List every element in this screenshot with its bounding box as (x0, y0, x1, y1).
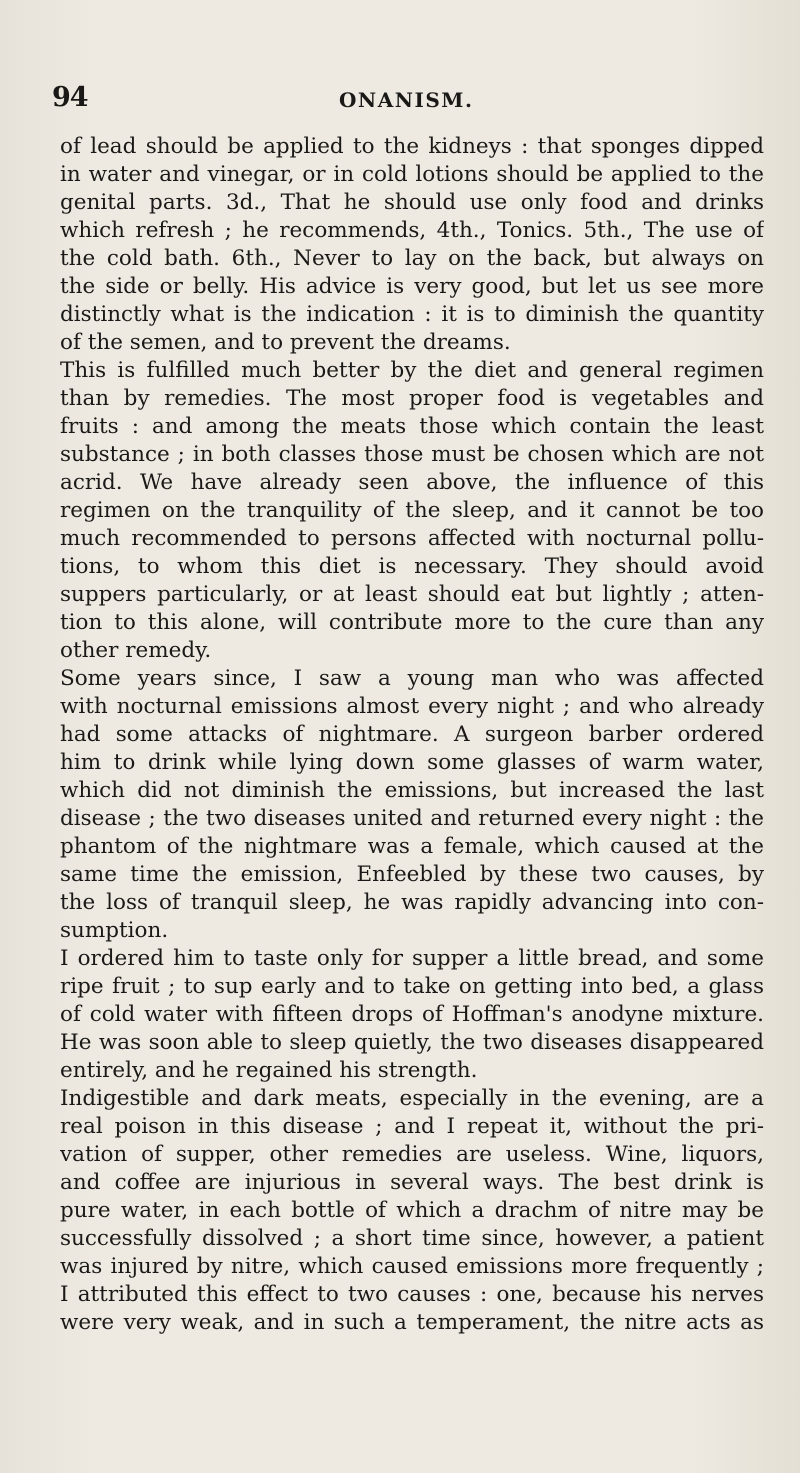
text-line: real poison in this disease ; and I repeat it, without the pri- (60, 1114, 764, 1139)
text-line: in water and vinegar, or in cold lotions should be applied to the (60, 162, 764, 187)
text-line: had some attacks of nightmare. A surgeon barber ordered (60, 722, 764, 747)
text-line: the side or belly. His advice is very good, but let us see more (60, 274, 764, 299)
text-line: tions, to whom this diet is necessary. They should avoid (60, 554, 764, 579)
page-header (52, 82, 772, 118)
text-line: He was soon able to sleep quietly, the two diseases disappeared (60, 1030, 764, 1055)
text-line: with nocturnal emissions almost every night ; and who already (60, 694, 764, 719)
text-line: pure water, in each bottle of which a drachm of nitre may be (60, 1198, 764, 1223)
text-line: sumption. (60, 918, 169, 943)
text-line: Indigestible and dark meats, especially in the evening, are a (60, 1086, 764, 1111)
text-line: of the semen, and to prevent the dreams. (60, 330, 511, 355)
text-line: entirely, and he regained his strength. (60, 1058, 478, 1083)
text-line: distinctly what is the indication : it is to diminish the quantity (60, 302, 764, 327)
text-line: Some years since, I saw a young man who was affected (60, 666, 764, 691)
text-line: I attributed this effect to two causes : one, because his nerves (60, 1282, 764, 1307)
text-line: other remedy. (60, 638, 212, 663)
text-line: tion to this alone, will contribute more to the cure than any (60, 610, 764, 635)
text-line: regimen on the tranquility of the sleep, and it cannot be too (60, 498, 764, 523)
body-text (60, 133, 764, 1337)
text-line: This is fulfilled much better by the diet and general regimen (60, 358, 764, 383)
text-line: genital parts. 3d., That he should use only food and drinks (60, 190, 764, 215)
text-line: successfully dissolved ; a short time since, however, a patient (60, 1226, 764, 1251)
text-line: acrid. We have already seen above, the influence of this (60, 470, 764, 495)
text-line: substance ; in both classes those must be chosen which are not (60, 442, 764, 467)
text-line: him to drink while lying down some glasses of warm water, (60, 750, 764, 775)
page-number: 94 (52, 82, 88, 113)
text-line: same time the emission, Enfeebled by these two causes, by (60, 862, 764, 887)
text-line: I ordered him to taste only for supper a little bread, and some (60, 946, 764, 971)
text-line: phantom of the nightmare was a female, which caused at the (60, 834, 764, 859)
text-line: of lead should be applied to the kidneys : that sponges dipped (60, 134, 764, 159)
text-line: ripe fruit ; to sup early and to take on getting into bed, a glass (60, 974, 764, 999)
text-line: were very weak, and in such a temperament, the nitre acts as (60, 1310, 764, 1335)
text-line: fruits : and among the meats those which contain the least (60, 414, 764, 439)
text-line: disease ; the two diseases united and returned every night : the (60, 806, 764, 831)
text-line: which did not diminish the emissions, but increased the last (60, 778, 764, 803)
text-line: of cold water with fifteen drops of Hoffman's anodyne mixture. (60, 1002, 764, 1027)
text-line: suppers particularly, or at least should eat but lightly ; atten- (60, 582, 764, 607)
text-line: the cold bath. 6th., Never to lay on the back, but always on (60, 246, 764, 271)
running-head: ONANISM. (339, 88, 474, 112)
text-line: than by remedies. The most proper food is vegetables and (60, 386, 764, 411)
text-line: vation of supper, other remedies are useless. Wine, liquors, (60, 1142, 764, 1167)
text-line: much recommended to persons affected with nocturnal pollu- (60, 526, 764, 551)
text-line: which refresh ; he recommends, 4th., Tonics. 5th., The use of (60, 218, 764, 243)
text-line: was injured by nitre, which caused emissions more frequently ; (60, 1254, 764, 1279)
text-line: the loss of tranquil sleep, he was rapidly advancing into con- (60, 890, 764, 915)
text-line: and coffee are injurious in several ways. The best drink is (60, 1170, 764, 1195)
